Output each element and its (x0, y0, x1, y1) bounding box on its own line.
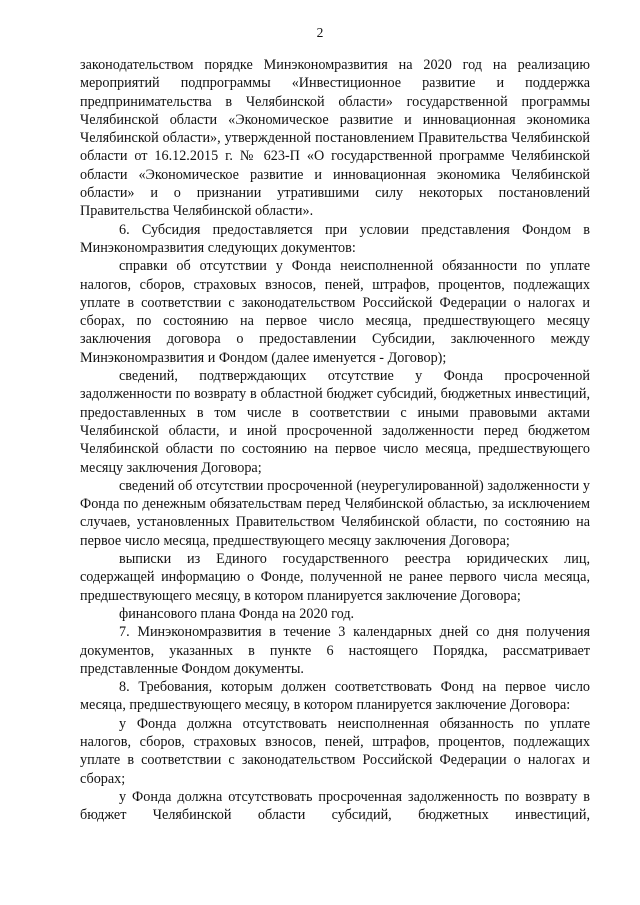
paragraph: у Фонда должна отсутствовать неисполненная обязанность по уплате налогов, сборов, страховых взносов, пеней, штрафов, процентов, подлежащих уплате в соответствии с законодательством Российской Федерации о налогах и сборах; (80, 715, 590, 787)
document-body (80, 56, 590, 824)
paragraph: у Фонда должна отсутствовать просроченная задолженность по возврату в бюджет Челябинской области субсидий, бюджетных инвестиций, (80, 788, 590, 824)
paragraph: справки об отсутствии у Фонда неисполненной обязанности по уплате налогов, сборов, страховых взносов, пеней, штрафов, процентов, подлежащих уплате в соответствии с законодательством Российской Федерации о налогах и сборах, по состоянию на первое число месяца, предшествующего месяцу заключения договора о предоставлении Субсидии, заключенного между Минэкономразвития и Фондом (далее именуется - Договор); (80, 258, 590, 366)
paragraph: финансового плана Фонда на 2020 год. (119, 605, 355, 622)
paragraph: 6. Субсидия предоставляется при условии представления Фондом в Минэкономразвития следующих документов: (80, 221, 590, 256)
paragraph: 7. Минэкономразвития в течение 3 календарных дней со дня получения документов, указанных в пункте 6 настоящего Порядка, рассматривает представленные Фондом документы. (80, 624, 590, 677)
paragraph: 8. Требования, которым должен соответствовать Фонд на первое число месяца, предшествующего месяцу, в котором планируется заключение Договора: (80, 679, 590, 714)
paragraph: выписки из Единого государственного реестра юридических лиц, содержащей информацию о Фонде, полученной не ранее первого числа месяца, предшествующего месяцу, в котором планируется заключение Договора; (80, 551, 590, 604)
paragraph: сведений, подтверждающих отсутствие у Фонда просроченной задолженности по возврату в областной бюджет субсидий, бюджетных инвестиций, предоставленных в том числе в соответствии с иными правовыми актами Челябинской области, и иной просроченной задолженности перед бюджетом Челябинской области по состоянию на первое число месяца, предшествующего месяцу заключения Договора; (80, 368, 590, 476)
paragraph: сведений об отсутствии просроченной (неурегулированной) задолженности у Фонда по денежным обязательствам перед Челябинской областью, за исключением случаев, установленных Правительством Челябинской области, по состоянию на первое число месяца, предшествующего месяцу заключения Договора; (80, 477, 590, 549)
page-number: 2 (316, 25, 324, 40)
paragraph: законодательством порядке Минэкономразвития на 2020 год на реализацию мероприятий подпрограммы «Инвестиционное развитие и поддержка предпринимательства в Челябинской области» государственной программы Челябинской области «Экономическое развитие и инновационная экономика Челябинской области», утвержденной постановлением Правительства Челябинской области от 16.12.2015 г. № 623-П «О государственной программе Челябинской области «Экономическое развитие и инновационная экономика Челябинской области» и о признании утратившими силу некоторых постановлений Правительства Челябинской области». (80, 57, 590, 220)
